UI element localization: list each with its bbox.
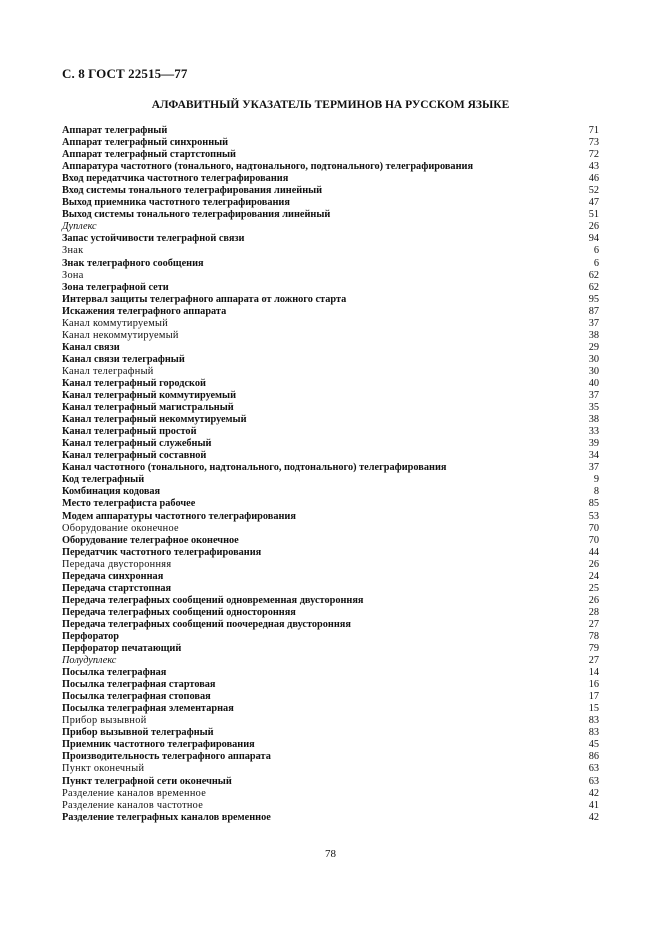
index-term: Перфоратор печатающий <box>62 643 182 655</box>
index-page-ref: 45 <box>588 739 599 751</box>
index-page-ref: 44 <box>588 546 599 558</box>
index-entry <box>62 691 599 703</box>
index-page-ref: 9 <box>593 474 599 486</box>
index-page-ref: 53 <box>588 510 599 522</box>
index-page-ref: 16 <box>588 679 599 691</box>
index-entry <box>62 703 599 715</box>
index-entry <box>62 812 599 824</box>
index-term: Посылка телеграфная стоповая <box>62 691 211 703</box>
index-entry <box>62 619 599 631</box>
index-entry <box>62 486 599 498</box>
index-entry <box>62 595 599 607</box>
section-title: АЛФАВИТНЫЙ УКАЗАТЕЛЬ ТЕРМИНОВ НА РУССКОМ ЯЗЫКЕ <box>151 99 510 111</box>
index-page-ref: 25 <box>588 582 599 594</box>
index-page-ref: 51 <box>588 209 599 221</box>
index-term: Канал телеграфный составной <box>62 450 207 462</box>
index-page-ref: 26 <box>588 558 599 570</box>
index-term: Передача телеграфных сообщений одновременная двусторонняя <box>62 594 364 606</box>
index-entry <box>62 667 599 679</box>
index-term: Перфоратор <box>62 630 119 642</box>
index-page-ref: 28 <box>588 606 599 618</box>
index-page-ref: 72 <box>588 149 599 161</box>
page-number: 78 <box>325 848 336 860</box>
index-entry <box>62 282 599 294</box>
index-page-ref: 26 <box>588 221 599 233</box>
index-term: Канал частотного (тонального, надтонального, подтонального) телеграфирования <box>62 462 447 474</box>
index-page-ref: 40 <box>588 377 599 389</box>
index-term: Пункт телеграфной сети оконечный <box>62 775 232 787</box>
index-term: Канал телеграфный городской <box>62 377 206 389</box>
index-term: Выход системы тонального телеграфирования линейный <box>62 209 331 221</box>
index-term: Передача двусторонняя <box>62 558 172 570</box>
index-entry <box>62 354 599 366</box>
index-page-ref: 83 <box>588 715 599 727</box>
index-page-ref: 6 <box>593 245 599 257</box>
index-page-ref: 33 <box>588 426 599 438</box>
index-page-ref: 95 <box>588 293 599 305</box>
index-term: Знак <box>62 245 84 257</box>
index-entry <box>62 607 599 619</box>
index-entry <box>62 450 599 462</box>
index-term: Пункт оконечный <box>62 763 145 775</box>
index-page-ref: 83 <box>588 727 599 739</box>
index-term: Аппаратура частотного (тонального, надтонального, подтонального) телеграфирования <box>62 161 474 173</box>
index-page-ref: 26 <box>588 594 599 606</box>
index-entry <box>62 414 599 426</box>
index-term: Передача телеграфных сообщений односторонняя <box>62 606 296 618</box>
index-term: Канал связи телеграфный <box>62 353 185 365</box>
index-entry <box>62 125 599 137</box>
index-term: Интервал защиты телеграфного аппарата от ложного старта <box>62 293 347 305</box>
index-page-ref: 6 <box>593 257 599 269</box>
index-entry <box>62 800 599 812</box>
index-entry <box>62 511 599 523</box>
term-index-list <box>62 125 599 824</box>
index-entry <box>62 739 599 751</box>
index-page-ref: 38 <box>588 414 599 426</box>
index-term: Код телеграфный <box>62 474 145 486</box>
index-entry <box>62 535 599 547</box>
index-entry <box>62 571 599 583</box>
index-page-ref: 27 <box>588 618 599 630</box>
index-term: Комбинация кодовая <box>62 486 161 498</box>
index-term: Канал телеграфный служебный <box>62 438 212 450</box>
index-entry <box>62 763 599 775</box>
index-term: Передатчик частотного телеграфирования <box>62 546 262 558</box>
index-term: Посылка телеграфная <box>62 667 167 679</box>
index-page-ref: 38 <box>588 329 599 341</box>
index-page-ref: 30 <box>588 365 599 377</box>
index-term: Вход передатчика частотного телеграфирования <box>62 173 289 185</box>
index-entry <box>62 233 599 245</box>
index-entry <box>62 559 599 571</box>
index-term: Передача телеграфных сообщений поочередная двусторонняя <box>62 618 351 630</box>
index-entry <box>62 306 599 318</box>
index-entry <box>62 258 599 270</box>
index-term: Прибор вызывной телеграфный <box>62 727 214 739</box>
index-entry <box>62 137 599 149</box>
index-entry <box>62 185 599 197</box>
index-page-ref: 29 <box>588 341 599 353</box>
index-entry <box>62 776 599 788</box>
index-page-ref: 62 <box>588 269 599 281</box>
index-term: Передача синхронная <box>62 570 164 582</box>
index-entry <box>62 426 599 438</box>
index-entry <box>62 679 599 691</box>
index-page-ref: 41 <box>588 799 599 811</box>
index-term: Разделение каналов временное <box>62 787 207 799</box>
index-entry <box>62 378 599 390</box>
index-term: Разделение каналов частотное <box>62 799 204 811</box>
index-entry <box>62 583 599 595</box>
index-term: Запас устойчивости телеграфной связи <box>62 233 245 245</box>
index-page-ref: 63 <box>588 775 599 787</box>
index-term: Канал телеграфный простой <box>62 426 197 438</box>
index-entry <box>62 245 599 257</box>
index-entry <box>62 402 599 414</box>
index-term: Аппарат телеграфный стартстопный <box>62 149 236 161</box>
index-term: Канал телеграфный коммутируемый <box>62 390 237 402</box>
index-page-ref: 27 <box>588 655 599 667</box>
index-entry <box>62 631 599 643</box>
index-page-ref: 42 <box>588 811 599 823</box>
index-entry <box>62 462 599 474</box>
index-entry <box>62 330 599 342</box>
index-term: Посылка телеграфная стартовая <box>62 679 216 691</box>
index-page-ref: 47 <box>588 197 599 209</box>
index-entry <box>62 715 599 727</box>
index-entry <box>62 149 599 161</box>
index-term: Полудуплекс <box>62 655 117 667</box>
index-term: Знак телеграфного сообщения <box>62 257 204 269</box>
document-header: С. 8 ГОСТ 22515—77 <box>62 66 188 81</box>
index-page-ref: 70 <box>588 522 599 534</box>
index-entry <box>62 788 599 800</box>
index-page-ref: 17 <box>588 691 599 703</box>
index-page-ref: 71 <box>588 125 599 136</box>
index-term: Искажения телеграфного аппарата <box>62 305 227 317</box>
index-page-ref: 46 <box>588 173 599 185</box>
index-entry <box>62 173 599 185</box>
index-page-ref: 86 <box>588 751 599 763</box>
index-term: Канал телеграфный магистральный <box>62 402 234 414</box>
index-page-ref: 79 <box>588 643 599 655</box>
index-term: Место телеграфиста рабочее <box>62 498 196 510</box>
index-page-ref: 37 <box>588 390 599 402</box>
index-term: Аппарат телеграфный <box>62 125 168 136</box>
index-term: Производительность телеграфного аппарата <box>62 751 271 763</box>
index-entry <box>62 270 599 282</box>
index-entry <box>62 366 599 378</box>
index-page-ref: 39 <box>588 438 599 450</box>
index-page-ref: 73 <box>588 137 599 149</box>
index-term: Передача стартстопная <box>62 582 172 594</box>
index-page-ref: 87 <box>588 305 599 317</box>
index-entry <box>62 342 599 354</box>
index-term: Выход приемника частотного телеграфирования <box>62 197 290 209</box>
index-entry <box>62 390 599 402</box>
index-page-ref: 37 <box>588 462 599 474</box>
index-entry <box>62 498 599 510</box>
index-entry <box>62 547 599 559</box>
index-page-ref: 70 <box>588 534 599 546</box>
index-entry <box>62 161 599 173</box>
index-page-ref: 62 <box>588 281 599 293</box>
index-page-ref: 14 <box>588 667 599 679</box>
index-term: Посылка телеграфная элементарная <box>62 703 234 715</box>
index-term: Разделение телеграфных каналов временное <box>62 811 271 823</box>
index-entry <box>62 294 599 306</box>
index-entry <box>62 197 599 209</box>
index-page-ref: 24 <box>588 570 599 582</box>
index-entry <box>62 643 599 655</box>
index-entry <box>62 523 599 535</box>
index-entry <box>62 727 599 739</box>
index-entry <box>62 438 599 450</box>
index-page-ref: 34 <box>588 450 599 462</box>
index-page-ref: 94 <box>588 233 599 245</box>
index-page-ref: 37 <box>588 317 599 329</box>
index-page-ref: 35 <box>588 402 599 414</box>
index-page-ref: 52 <box>588 185 599 197</box>
index-entry <box>62 209 599 221</box>
index-term: Вход системы тонального телеграфирования линейный <box>62 185 323 197</box>
index-page-ref: 43 <box>588 161 599 173</box>
index-term: Дуплекс <box>62 221 97 233</box>
index-page-ref: 30 <box>588 353 599 365</box>
index-page-ref: 42 <box>588 787 599 799</box>
index-page-ref: 85 <box>588 498 599 510</box>
index-term: Оборудование оконечное <box>62 522 179 534</box>
index-entry <box>62 318 599 330</box>
index-term: Зона <box>62 269 84 281</box>
index-entry <box>62 655 599 667</box>
index-term: Приемник частотного телеграфирования <box>62 739 255 751</box>
index-page-ref: 8 <box>593 486 599 498</box>
index-entry <box>62 751 599 763</box>
index-term: Зона телеграфной сети <box>62 281 169 293</box>
index-page-ref: 78 <box>588 630 599 642</box>
index-term: Канал связи <box>62 341 120 353</box>
index-term: Канал коммутируемый <box>62 317 169 329</box>
index-term: Модем аппаратуры частотного телеграфирования <box>62 510 296 522</box>
index-entry <box>62 221 599 233</box>
index-term: Оборудование телеграфное оконечное <box>62 534 239 546</box>
index-page-ref: 15 <box>588 703 599 715</box>
index-entry <box>62 474 599 486</box>
index-term: Канал телеграфный <box>62 365 154 377</box>
index-term: Канал телеграфный некоммутируемый <box>62 414 247 426</box>
index-term: Аппарат телеграфный синхронный <box>62 137 229 149</box>
index-term: Прибор вызывной <box>62 715 147 727</box>
index-term: Канал некоммутируемый <box>62 329 179 341</box>
index-page-ref: 63 <box>588 763 599 775</box>
